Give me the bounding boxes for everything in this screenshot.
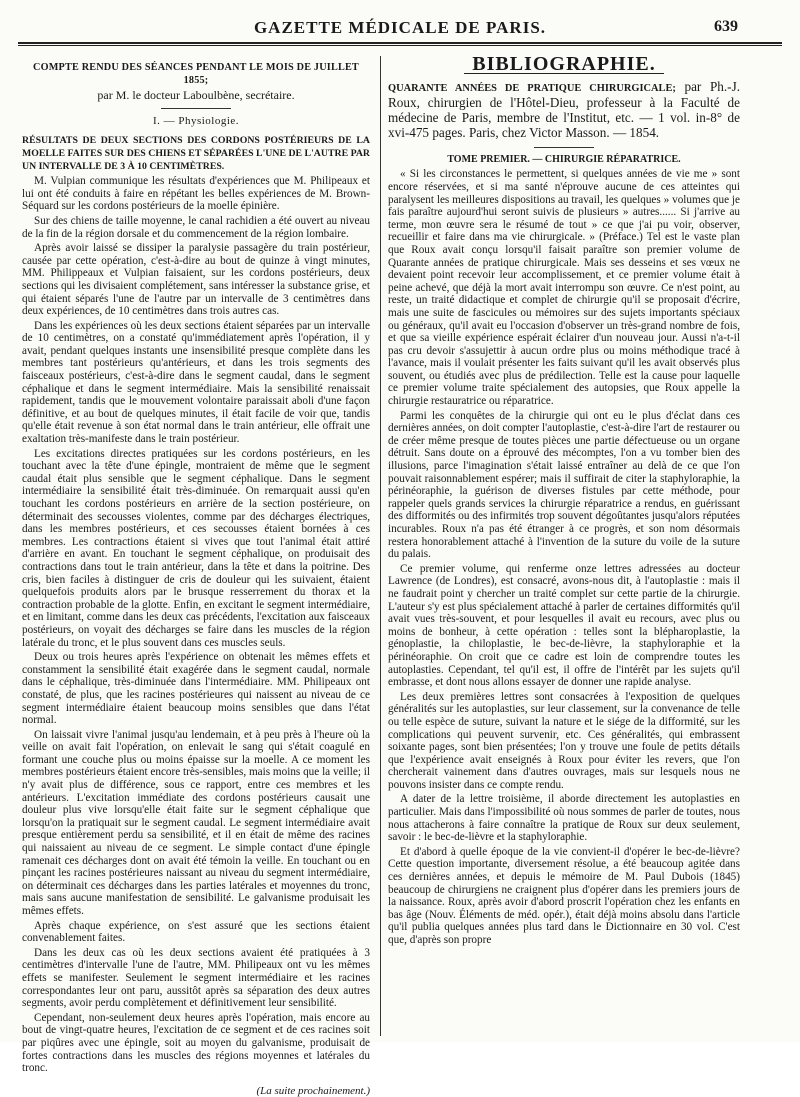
report-byline: par M. le docteur Laboulbène, secrétaire. xyxy=(97,88,295,103)
header-rule xyxy=(18,42,782,46)
report-heading: COMPTE RENDU DES SÉANCES PENDANT LE MOIS DE JUILLET 1855; xyxy=(33,62,359,86)
tome-heading: TOME PREMIER. — CHIRURGIE RÉPARATRICE. xyxy=(388,147,740,167)
running-title: GAZETTE MÉDICALE DE PARIS. xyxy=(253,18,547,37)
paragraph: Dans les expériences où les deux sections étaient séparées par un intervalle de 10 centimètres, on a constaté qu'immédiatement après l'opération, il y avait, pendant quelques instants une insensibilité presque complète dans les membres tant postérieurs qu'antérieurs, et dans les trois segments des faisceaux postérieurs, c'est-à-dire dans le segment caudal, dans le segment céphalique et dans le segment intermédiaire. Mais la sensibilité renaissait rapidement, tandis que le mouvement volontaire paraissait aboli d'une façon définitive, et au bout de quelques minutes, il était facile de voir que, tandis qu'elle était revenue à son état normal dans le train antérieur, elle offrait une exaltation très-manifeste dans le train postérieur. xyxy=(22,319,370,446)
left-column xyxy=(22,56,370,1097)
column-divider xyxy=(380,56,381,1036)
paragraph: « Si les circonstances le permettent, si quelques années de vie me » sont encore réservées, et si ma santé n'éprouve aucune de ces atteintes qui paralysent les meilleures dispositions au travail, les quelques » volumes que je fais paraître aujourd'hui seront suivis de plusieurs » autres...... Si j'arrive au terme, mon œuvre sera le résumé de tout » ce que j'ai pu voir, observer, recueillir et faire dans ma vie chirurgicale. » (Préface.) Tel est le vaste plan que Roux avait conçu lorsqu'il faisait paraître son premier volume de Quarante années de pratique chirurgicale. Mais ses desseins et ses vœux ne devaient point recevoir leur accomplissement, et ce premier volume était à peine achevé, que déjà la mort avait interrompu son œuvre. Ce n'est point, au reste, un traité didactique et complet de chirurgie qu'il se proposait d'écrire, mais une suite de fascicules ou mémoires sur des sujets importants spéciaux ou généraux, qu'il avait eu l'occasion d'observer un très-grand nombre de fois, et que sa vieille expérience espérait éclairer d'un nouveau jour. Aussi n'a-t-il pas cru devoir s'assujettir à aucun ordre plus ou moins méthodique tracé à l'avance, mais il voulait présenter les faits suivant qu'il les avait observés plus souvent, ou étudiés avec plus de prédilection. Telle est la cause pour laquelle ce premier volume traite spécialement des autopsies, que Roux appelle la chirurgie restauratrice ou réparatrice. xyxy=(388,168,740,408)
book-title: QUARANTE ANNÉES DE PRATIQUE CHIRURGICALE; xyxy=(388,82,676,94)
paragraph: Cependant, non-seulement deux heures après l'opération, mais encore au bout de vingt-quatre heures, l'excitation de ce segment et de ces racines soit par piqûres avec une épingle, soit au moyen du galvanisme, produisait de fortes contractions dans les muscles des régions moyennes et latérales du tronc. xyxy=(22,1011,370,1075)
paragraph: Et d'abord à quelle époque de la vie convient-il d'opérer le bec-de-lièvre? Cette question importante, diversement résolue, a été beaucoup agitée dans ces dernières années, et depuis le mémoire de M. Paul Dubois (1845) beaucoup de chirurgiens ne craignent plus d'opérer dans les premiers jours de la naissance. Roux, après avoir d'abord proscrit l'opération chez les enfants en bas âge (Nouv. Éléments de méd. opér.), était déjà moins absolu dans l'article qu'il publia quelques années plus tard dans le Dictionnaire en 30 vol. C'est que, d'après son propre xyxy=(388,845,740,946)
paragraph: Parmi les conquêtes de la chirurgie qui ont eu le plus d'éclat dans ces dernières années, on doit compter l'autoplastie, c'est-à-dire l'art de restaurer ou de créer même presque de toutes pièces une partie défectueuse ou un organe détruit. Sans doute on a éprouvé des mécomptes, l'on a vu tomber bien des illusions, parce l'imagination s'était laissé entraîner au delà de ce que l'on pouvait raisonnablement espérer; mais il suffirait de citer la staphyloraphie, la périnéoraphie, la guérison de diverses fistules par cette méthode, pour rappeler quels grands services la chirurgie réparatrice a rendus, en guérissant des difformités ou des infirmités trop souvent dégoûtantes jusqu'alors réputées incurables. Roux n'a pas été étranger à ce progrès, et son nom désormais restera honorablement attaché à l'invention de la suture du voile de la suture du palais. xyxy=(388,409,740,561)
paragraph: Les excitations directes pratiquées sur les cordons postérieurs, en les touchant avec la tête d'une épingle, montraient de même que le segment caudal était plus sensible que le segment céphalique. Dans le segment intermédiaire la sensibilité était très-diminuée. On remarquait aussi qu'en touchant les cordons postérieurs en arrière de la section postérieure, on déterminait des secousses violentes, comme par des décharges électriques, dans les membres postérieurs, et ces secousses étaient bornées à ces membres. Les contractions étaient si vives que tout l'animal était attiré d'arrière en avant. En touchant le segment céphalique, on produisait des contractions dans tout le train antérieur, dans la tête et dans la poitrine. Des cris, bien faciles à distinguer de cris de douleur qui les suivaient, étaient quelquefois produits alors par le brusque resserrement du thorax et la contraction probable de la glotte. Enfin, en excitant le segment intermédiaire, et en limitant, comme dans les deux cas précédents, l'excitation aux faisceaux postérieurs, on voyait des décharges se faire dans les muscles de la région latérale du tronc, et le plus souvent dans ces muscles seuls. xyxy=(22,447,370,649)
paragraph: Après avoir laissé se dissiper la paralysie passagère du train postérieur, causée par cette opération, c'est-à-dire au bout de quinze à vingt minutes, MM. Philippeaux et Vulpian faisaient, sur les cordons postérieurs, deux sections qui les divisaient complétement, sans intéresser la substance grise, et qui étaient séparés l'une de l'autre par un intervalle de 3 centimètres dans deux expériences, de 10 centimètres dans trois autres cas. xyxy=(22,242,370,318)
paragraph: Deux ou trois heures après l'expérience on obtenait les mêmes effets et constamment la sensibilité était exagérée dans le segment caudal, normale dans le céphalique, très-diminuée dans l'intermédiaire. MM. Philipeaux ont constaté, de plus, que les racines postérieures qui naissent au niveau de ce segment intermédiaire étaient beaucoup moins sensibles que dans l'état normal. xyxy=(22,651,370,727)
book-details: par Ph.-J. Roux, chirurgien de l'Hôtel-Dieu, professeur à la Faculté de médecine de Paris, membre de l'Institut, etc. — 1 vol. in-8° de xvi-475 pages. Paris, chez Victor Masson. — 1854. xyxy=(388,78,740,140)
section-title: I. — Physiologie. xyxy=(22,108,370,128)
continued-note: (La suite prochainement.) xyxy=(256,1084,370,1097)
page-header xyxy=(0,0,800,44)
page-number: 639 xyxy=(714,18,738,35)
right-column xyxy=(388,53,740,1036)
paragraph: Ce premier volume, qui renferme onze lettres adressées au docteur Lawrence (de Londres), est consacré, avons-nous dit, à l'autoplastie : mais il ne faudrait point y chercher un traité complet sur cette partie de la chirurgie. L'auteur s'y est plus spécialement attaché à parler de certaines difformités qu'il avait vues très-souvent, et pour lesquelles il avait eu recours, avec plus ou moins de bonheur, à cette opération : telles sont la blépharoplastie, la génoplastie, la chiloplastie, le bec-de-lièvre, la staphyloraphie et la périnéoraphie. On croit que ce cadre est loin de comprendre toutes les autoplasties. Cependant, tel qu'il est, il offre de l'intérêt par les sujets qu'il embrasse, et dont nous allons essayer de donner une rapide analyse. xyxy=(388,562,740,689)
paragraph: Dans les deux cas où les deux sections avaient été pratiquées à 3 centimètres d'intervalle l'une de l'autre, MM. Philipeaux ont vu les mêmes effets se manifester. Seulement le segment intermédiaire et les racines correspondantes leur ont paru, aussitôt après sa séparation des deux autres segments, avoir perdu complètement et définitivement leur sensibilité. xyxy=(22,946,370,1010)
paragraph: Après chaque expérience, on s'est assuré que les sections étaient convenablement faites. xyxy=(22,919,370,945)
paragraph: A dater de la lettre troisième, il aborde directement les autoplasties en particulier. Mais dans l'impossibilité où nous sommes de parler de toutes, nous nous attacherons à faire connaître la pratique de Roux sur deux seulement, savoir : le bec-de-lièvre et la staphyloraphie. xyxy=(388,793,740,844)
article-title: RÉSULTATS DE DEUX SECTIONS DES CORDONS POSTÉRIEURS DE LA MOELLE FAITES SUR DES CHIENS ET SÉPARÉES L'UNE DE L'AUTRE PAR UN INTERVALLE DE 3 À 10 CENTIMÈTRES. xyxy=(22,135,370,172)
paragraph: Les deux premières lettres sont consacrées à l'exposition de quelques généralités sur les autoplasties, sur leur classement, sur la convenance de telle ou telle espèce de suture, suivant la nature et le siége de la difformité, sur les complications qui peuvent survenir, etc. Ces généralités, qui embrassent soixante pages, sont bien présentées; l'on y trouve une foule de petits détails que l'expérience avait enseignés à Roux pour éviter les revers, que l'on chercherait vainement dans d'autres ouvrages, mais sur lesquels nous ne pouvons insister dans ce compte rendu. xyxy=(388,690,740,791)
paragraph: Sur des chiens de taille moyenne, le canal rachidien a été ouvert au niveau de la fin de la région dorsale et du commencement de la région lombaire. xyxy=(22,214,370,240)
paragraph: M. Vulpian communique les résultats d'expériences que M. Philipeaux et lui ont été conduits à faire en répétant les belles expériences de M. Brown-Séquard sur les cordons postérieurs de la moelle épinière. xyxy=(22,175,370,213)
book-entry xyxy=(388,80,740,141)
paragraph: On laissait vivre l'animal jusqu'au lendemain, et à peu près à l'heure où la veille on avait fait l'opération, on enlevait le sang qui s'était coagulé en formant une couche plus ou moins épaisse sur la moelle. A ce moment les membres postérieurs étaient encore très-sensibles, mais moins que la veille; il n'y avait plus de différence, sous ce rapport, entre ces membres et les antérieurs. L'excitation immédiate des cordons postérieurs causait une douleur plus vive lorsqu'elle était faite sur le segment céphalique que lorsqu'on la pratiquait sur le segment caudal. Le segment intermédiaire avait presque entièrement perdu sa sensibilité, et il en était de même des racines qui naissaient au niveau de ce segment. Le simple contact d'une épingle ramenait ces décharges dont on avait été témoin la veille. En touchant ou en pinçant les racines postérieures naissant au niveau du segment intermédiaire, on déterminait ces décharges dans les parties latérales et moyennes du tronc, mais sans aucune manifestation de sensibilité. Le galvanisme produisait les mêmes effets. xyxy=(22,728,370,917)
bibliography-heading: BIBLIOGRAPHIE. xyxy=(472,53,656,75)
